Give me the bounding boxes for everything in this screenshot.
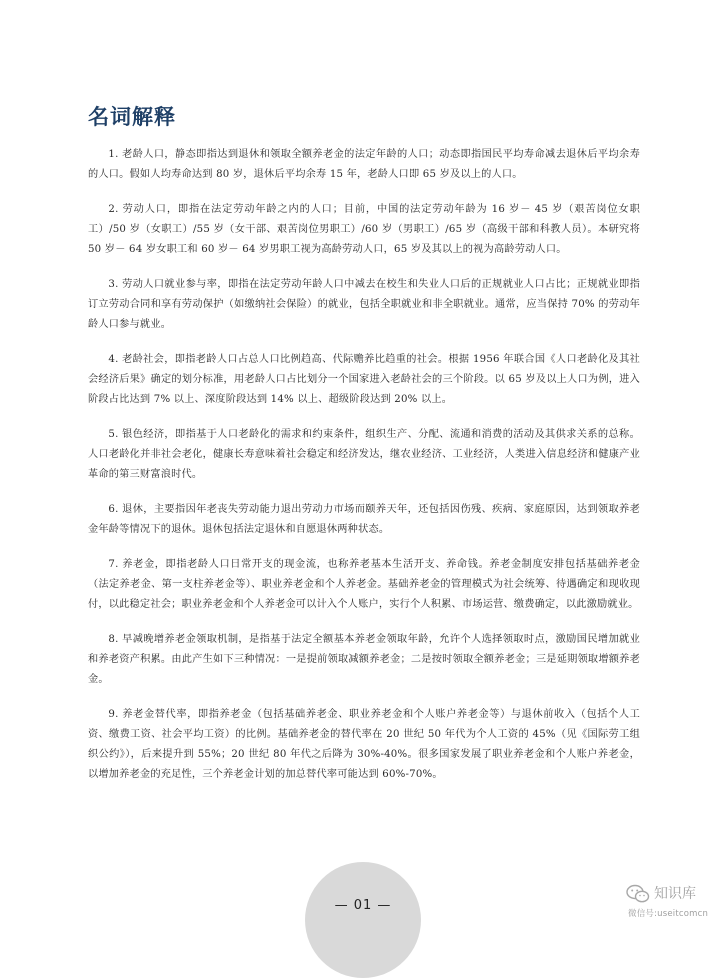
page-title: 名词解释 [88, 105, 176, 129]
wechat-icon [626, 884, 650, 904]
glossary-entry-5: 5. 银色经济，即指基于人口老龄化的需求和约束条件，组织生产、分配、流通和消费的活动及其供求关系的总称。人口老龄化并非社会老化，健康长寿意味着社会稳定和经济发达，继农业经济、工业经济，人类进入信息经济和健康产业革命的第三财富浪时代。 [88, 429, 640, 480]
glossary-entry-9: 9. 养老金替代率，即指养老金（包括基础养老金、职业养老金和个人账户养老金等）与退休前收入（包括个人工资、缴费工资、社会平均工资）的比例。基础养老金的替代率在 20 世纪 50 年代为个人工资的 45%（见《国际劳工组织公约》），后来提升到 55%；20 世纪 80 年代之后降为 30%-40%。很多国家发展了职业养老金和个人账户养老金，以增加养老金的充足性，三个养老金计划的加总替代率可能达到 60%-70%。 [88, 709, 640, 780]
watermark-name: 知识库 [654, 886, 696, 902]
watermark-id: 微信号:useitcomcn [628, 909, 709, 919]
glossary-entry-6: 6. 退休，主要指因年老丧失劳动能力退出劳动力市场而颐养天年，还包括因伤残、疾病、家庭原因，达到领取养老金年龄等情况下的退休。退休包括法定退休和自愿退休两种状态。 [88, 504, 640, 535]
glossary-body [88, 145, 640, 800]
glossary-entry-2: 2. 劳动人口，即指在法定劳动年龄之内的人口；目前，中国的法定劳动年龄为 16 岁－ 45 岁（艰苦岗位女职工）/50 岁（女职工）/55 岁（女干部、艰苦岗位男职工）/60 岁（男职工）/65 岁（高级干部和科教人员）。本研究将 50 岁－ 64 岁女职工和 60 岁－ 64 岁男职工视为高龄劳动人口，65 岁及其以上的视为高龄劳动人口。 [88, 204, 640, 255]
page-number-badge [305, 862, 421, 978]
glossary-entry-7: 7. 养老金，即指老龄人口日常开支的现金流，也称养老基本生活开支、养命钱。养老金制度安排包括基础养老金（法定养老金、第一支柱养老金等）、职业养老金和个人养老金。基础养老金的管理模式为社会统筹、待遇确定和现收现付，以此稳定社会；职业养老金和个人养老金可以计入个人账户，实行个人积累、市场运营、缴费确定，以此激励就业。 [88, 559, 640, 610]
glossary-entry-1: 1. 老龄人口，静态即指达到退休和领取全额养老金的法定年龄的人口；动态即指国民平均寿命减去退休后平均余寿的人口。假如人均寿命达到 80 岁，退休后平均余寿 15 年，老龄人口即 65 岁及以上的人口。 [88, 149, 640, 180]
watermark [626, 880, 726, 930]
page-number: — 01 — [334, 898, 392, 913]
glossary-entry-4: 4. 老龄社会，即指老龄人口占总人口比例趋高、代际赡养比趋重的社会。根据 1956 年联合国《人口老龄化及其社会经济后果》确定的划分标准，用老龄人口占比划分一个国家进入老龄社会的三个阶段。以 65 岁及以上人口为例，进入阶段占比达到 7% 以上、深度阶段达到 14% 以上、超级阶段达到 20% 以上。 [88, 354, 640, 405]
glossary-entry-3: 3. 劳动人口就业参与率，即指在法定劳动年龄人口中减去在校生和失业人口后的正规就业人口占比；正规就业即指订立劳动合同和享有劳动保护（如缴纳社会保险）的就业，包括全职就业和非全职就业。通常，应当保持 70% 的劳动年龄人口参与就业。 [88, 279, 640, 330]
glossary-entry-8: 8. 早减晚增养老金领取机制，是指基于法定全额基本养老金领取年龄，允许个人选择领取时点，激励国民增加就业和养老资产积累。由此产生如下三种情况：一是提前领取减额养老金；二是按时领取全额养老金；三是延期领取增额养老金。 [88, 634, 640, 685]
